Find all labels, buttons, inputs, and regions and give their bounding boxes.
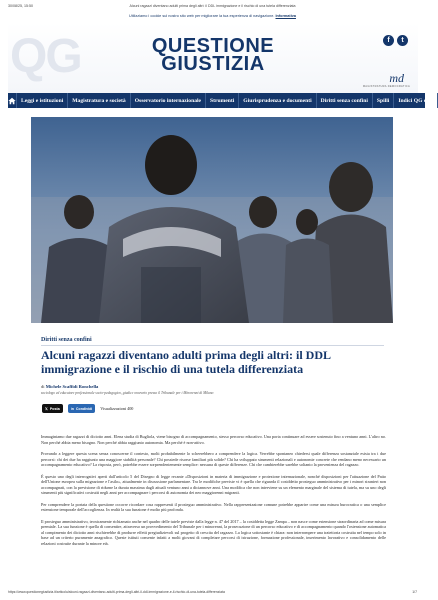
twitter-icon[interactable]: t bbox=[397, 35, 408, 46]
nav-item-osservatorio-internazionale[interactable]: Osservatorio internazionale bbox=[131, 93, 206, 108]
paragraph: È questo uno degli interrogativi aperti dall'articolo 5 del Disegno di legge recante «Disposizioni in materia di immigrazione e protezione internazionale, nonché disposizioni per l'attuazione del Patto dell'Unione europea sulla migrazione e l'asilo», attualmente in discussione parlamentare. Tra le modifiche previste vi è quella che riguarda il cosiddetto prosieguo amministrativo per i minori stranieri non accompagnati, con la previsione di ridurne la durata massima dagli attuali ventuno anni a diciannove anni. Una modifica che non interviene su un elemento marginale del sistema di tutela, ma su uno degli strumenti più significativi costruiti negli anni per accompagnare i percorsi di autonomia dei neo maggiorenni migranti. bbox=[41, 473, 386, 495]
hero-photo bbox=[31, 117, 393, 323]
nav-item-indici-qg[interactable]: Indici QG onli bbox=[394, 93, 438, 108]
masthead bbox=[8, 23, 418, 93]
paragraph: Immaginiamo due ragazzi di diciotto anni. Elena studia di Bugliola, viene bisogno di accompagnamento, stesso percorso educativo. Una porta continuare ad essere sostenuto fino a ventuno anni. L'altro no. Non perché abbia meno bisogno. Non perché abbia raggiunto autonomia. Ma perché è non-attivo. bbox=[41, 434, 386, 445]
byline-prefix: di bbox=[41, 384, 46, 389]
category-divider bbox=[41, 345, 384, 346]
cookie-policy-link[interactable]: Informativa bbox=[275, 14, 296, 18]
nav-home[interactable] bbox=[8, 93, 17, 108]
paragraph: Per comprendere la portata della questione occorre ricordare cosa rappresenti il prosieguo amministrativo. Nella rappresentazione comune potrebbe apparire come una misura burocratica o una semplice estensione temporale dell'accoglienza. In realtà la sua funzione è molto più profonda. bbox=[41, 501, 386, 512]
author-name[interactable]: Michele Scaffidi Ronchella bbox=[45, 384, 99, 389]
article-category[interactable]: Diritti senza confini bbox=[41, 337, 92, 343]
nav-item-strumenti[interactable]: Strumenti bbox=[206, 93, 239, 108]
print-header bbox=[8, 4, 417, 12]
print-datetime: 30/08/25, 15:50 bbox=[8, 4, 33, 8]
print-url: https://www.questionegiustizia.it/articolo/alcuni-ragazzi-diventano-adulti-prima-degli-altri-il-ddl-immigrazione-e-il-rischio-di-una-tutela-differenziata bbox=[8, 590, 225, 594]
cookie-notice bbox=[0, 14, 425, 18]
x-icon: 𝕏 bbox=[45, 406, 48, 411]
social-links bbox=[383, 35, 408, 46]
publisher-logo[interactable]: md bbox=[389, 71, 404, 85]
facebook-icon[interactable]: f bbox=[383, 35, 394, 46]
share-x-label: Posta bbox=[49, 406, 60, 411]
home-icon bbox=[8, 97, 16, 105]
print-doc-title: Alcuni ragazzi diventano adulti prima degli altri: il DDL immigrazione e il rischio di una tutela differenziata bbox=[129, 4, 296, 8]
nav-item-diritti-senza-confini[interactable]: Diritti senza confini bbox=[317, 93, 373, 108]
print-page-number: 1/7 bbox=[412, 590, 417, 594]
logo-line-2: GIUSTIZIA bbox=[161, 53, 265, 75]
article-title: Alcuni ragazzi diventano adulti prima degli altri: il DDL immigrazione e il rischio di una tutela differenziata bbox=[41, 348, 331, 376]
logo-line-1: QUESTIONE bbox=[151, 35, 275, 57]
cookie-text: Utilizziamo i cookie sul nostro sito web per migliorare la tua esperienza di navigazione. bbox=[129, 14, 275, 18]
publisher-subtitle: MAGISTRATURA DEMOCRATICA bbox=[362, 85, 410, 88]
main-nav bbox=[8, 93, 433, 108]
share-linkedin-label: Condividi bbox=[75, 406, 93, 411]
views-count: Visualizzazioni 400 bbox=[100, 406, 134, 411]
masthead-watermark: QG bbox=[10, 30, 81, 83]
nav-item-magistratura-societa[interactable]: Magistratura e società bbox=[68, 93, 130, 108]
linkedin-icon: in bbox=[70, 406, 74, 411]
share-x-button[interactable] bbox=[42, 404, 63, 413]
nav-item-leggi-istituzioni[interactable]: Leggi e istituzioni bbox=[17, 93, 68, 108]
paragraph: Provando a leggere questa scena senza conoscerne il contesto, molti probabilmente lo scheerebbero a comprendere la logica. Verrebbe spontaneo chiedersi quale differenza sostanziale esista tra i due percorsi: chi dei due ha raggiunto una maggiore stabilità personale? Chi possiede risorse familiari più solide? Chi ha sviluppato strumenti relazionali e autonomie concrete che rendano meno necessario un accompagnamento educativo? La risposta, però, potrebbe essere sorprendentemente semplice: nessuna di queste differenze. Chi che cambierebbe sarebbe soltanto la provenienza del ragazzo. bbox=[41, 451, 386, 467]
article-body bbox=[41, 434, 386, 552]
author-bio: sociologo ed educatore professionale socio-pedagogico, giudice onorario presso il Tribunale per i Minorenni di Milano bbox=[41, 391, 214, 395]
print-footer bbox=[8, 590, 417, 596]
share-linkedin-button[interactable] bbox=[68, 404, 96, 413]
nav-item-giurisprudenza-documenti[interactable]: Giurisprudenza e documenti bbox=[239, 93, 316, 108]
paragraph: Il prosieguo amministrativo, tecnicamente richiamato anche nel quadro delle tutele previste dalla legge n. 47 del 2017 – la cosiddetta legge Zampa – non nasce come estensione straordinaria ad come misura premiale. La sua funzione è quella di consentire, attraverso un provvedimento del Tribunale per i minorenni, la prosecuzione di un percorso educativo e di accompagnamento quando l'ostensione automatica al compimento dei diciotto anni rischierebbe di produrre effetti pregiudizievoli sul progetto di crescita del ragazzo. La logica sottostante è chiara: non interrompere una traiettoria costruita nel tempo solo in base ad un criterio puramente anagrafico. Queste istituti consente infatti a molti giovani di completare percorsi di istruzione, formazione professionale, inserimento lavorativo e consolidamento delle relazioni costruite durante la minore età. bbox=[41, 518, 386, 546]
nav-item-spilli[interactable]: Spilli bbox=[373, 93, 394, 108]
hero-image bbox=[31, 117, 393, 323]
byline bbox=[41, 384, 98, 389]
site-logo[interactable] bbox=[8, 37, 418, 73]
share-bar bbox=[42, 404, 133, 413]
